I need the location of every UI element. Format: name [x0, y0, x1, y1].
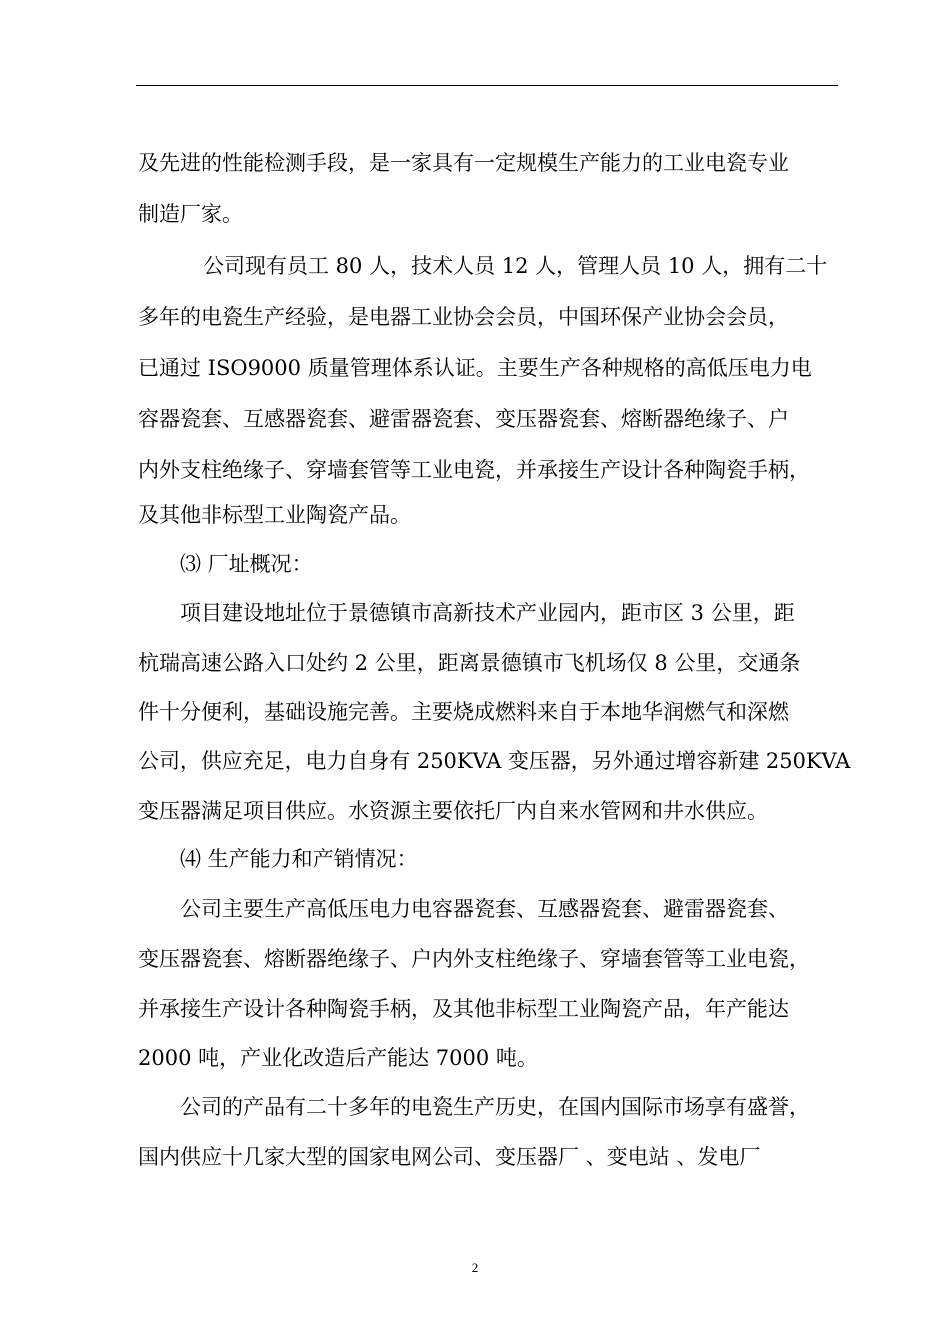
text-line: 容器瓷套、互感器瓷套、避雷器瓷套、变压器瓷套、熔断器绝缘子、户: [138, 407, 789, 431]
text-line: 并承接生产设计各种陶瓷手柄，及其他非标型工业陶瓷产品，年产能达: [138, 997, 789, 1021]
text-line: 内外支柱绝缘子、穿墙套管等工业电瓷，并承接生产设计各种陶瓷手柄，: [138, 458, 810, 482]
text-line: 公司的产品有二十多年的电瓷生产历史，在国内国际市场享有盛誉，: [180, 1095, 810, 1119]
text-line: 变压器瓷套、熔断器绝缘子、户内外支柱绝缘子、穿墙套管等工业电瓷，: [138, 947, 810, 971]
text-line: 国内供应十几家大型的国家电网公司、变压器厂 、变电站 、发电厂: [138, 1145, 761, 1169]
text-line: 项目建设地址位于景德镇市高新技术产业园内，距市区 3 公里，距: [180, 601, 795, 625]
header-rule: [136, 85, 838, 86]
text-line: 制造厂家。: [138, 202, 243, 226]
text-line: 杭瑞高速公路入口处约 2 公里，距离景德镇市飞机场仅 8 公里，交通条: [138, 651, 801, 675]
text-line: 公司，供应充足，电力自身有 250KVA 变压器，另外通过增容新建 250KVA: [138, 749, 851, 773]
text-line: 件十分便利，基础设施完善。主要烧成燃料来自于本地华润燃气和深燃: [138, 700, 789, 724]
section-heading: ⑶ 厂址概况：: [180, 552, 313, 576]
text-line: 多年的电瓷生产经验，是电器工业协会会员，中国环保产业协会会员，: [138, 305, 789, 329]
text-line: 及其他非标型工业陶瓷产品。: [138, 503, 411, 527]
section-heading: ⑷ 生产能力和产销情况：: [180, 847, 418, 871]
text-line: 公司现有员工 80 人，技术人员 12 人，管理人员 10 人，拥有二十: [203, 254, 828, 278]
page-number: 2: [471, 1260, 479, 1275]
text-line: 2000 吨，产业化改造后产能达 7000 吨。: [138, 1046, 538, 1070]
text-line: 公司主要生产高低压电力电容器瓷套、互感器瓷套、避雷器瓷套、: [180, 897, 789, 921]
text-line: 及先进的性能检测手段，是一家具有一定规模生产能力的工业电瓷专业: [138, 151, 789, 175]
text-line: 已通过 ISO9000 质量管理体系认证。主要生产各种规格的高低压电力电: [138, 356, 812, 380]
text-line: 变压器满足项目供应。水资源主要依托厂内自来水管网和井水供应。: [138, 799, 768, 823]
